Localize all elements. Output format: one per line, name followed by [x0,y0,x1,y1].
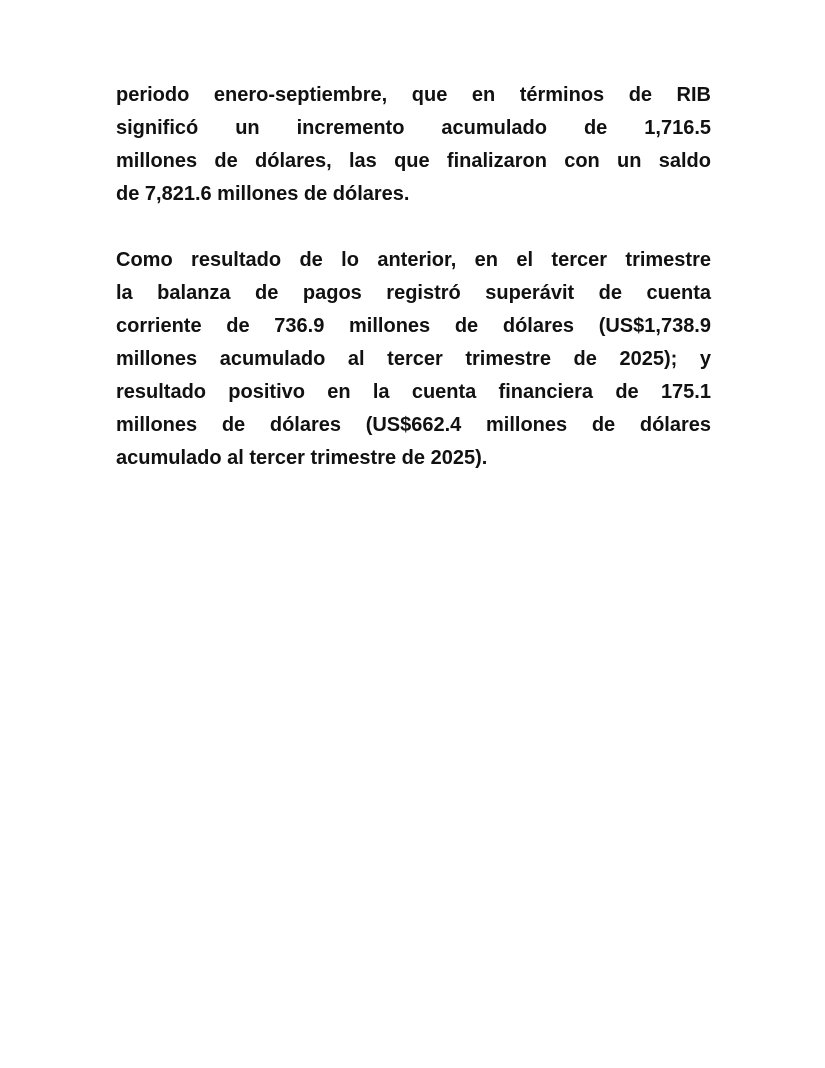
text-line: acumulado al tercer trimestre de 2025). [116,447,488,469]
text-line: de 7,821.6 millones de dólares. [116,183,410,205]
text-line: millones de dólares, las que finalizaron con un saldo [116,150,711,172]
paragraph-balance-of-payments [116,244,711,475]
text-line: resultado positivo en la cuenta financiera de 175.1 [116,381,711,403]
document-page [116,79,711,508]
text-line: periodo enero-septiembre, que en términos de RIB [116,84,711,106]
text-line: significó un incremento acumulado de 1,716.5 [116,117,711,139]
text-line: millones acumulado al tercer trimestre de 2025); y [116,348,711,370]
text-line: la balanza de pagos registró superávit de cuenta [116,282,711,304]
text-line: corriente de 736.9 millones de dólares (US$1,738.9 [116,315,711,337]
paragraph-rib-increment [116,79,711,211]
text-line: Como resultado de lo anterior, en el tercer trimestre [116,249,711,271]
text-line: millones de dólares (US$662.4 millones de dólares [116,414,711,436]
